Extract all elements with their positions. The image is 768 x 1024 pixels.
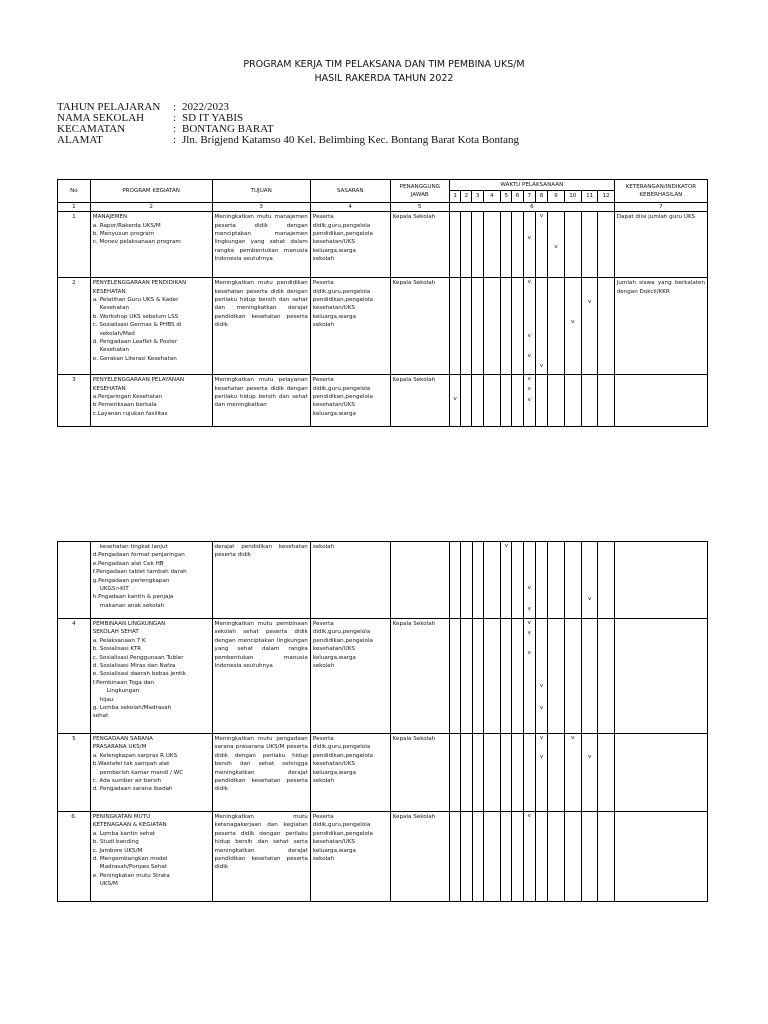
schedule-mark: v (539, 705, 544, 711)
month-header: 9 (548, 191, 564, 202)
month-cell (523, 812, 535, 902)
sasaran-line: Peserta (312, 377, 334, 384)
header-no: No (58, 180, 91, 203)
schedule-mark: v (571, 319, 575, 326)
month-cell (483, 375, 500, 427)
month-header: 8 (535, 191, 547, 202)
table-row (58, 542, 708, 619)
schedule-mark: v (527, 650, 531, 656)
program-line: f.Pengadaan tablet tambah darah (92, 569, 187, 576)
month-header: 5 (501, 191, 512, 202)
program-line: kesehatan tingkat lanjut (99, 544, 168, 550)
schedule-mark: v (527, 585, 531, 591)
penanggung-jawab-cell: Kepala Sekolah (390, 375, 449, 427)
sasaran-line: sekolah (312, 777, 335, 784)
program-line: PRASARANA UKS/M (92, 744, 147, 751)
sasaran-line: kesehatan/UKS (312, 839, 355, 846)
schedule-mark: v (504, 543, 508, 549)
month-cell (535, 375, 547, 427)
header-waktu: WAKTU PELAKSANAAN (449, 180, 614, 191)
month-cell (535, 542, 547, 619)
meta-colon: : (173, 134, 177, 146)
month-header: 3 (472, 191, 483, 202)
program-line: UKS/M (99, 881, 118, 888)
program-line: h.Pngadaan kantin & penjaja (92, 594, 174, 601)
program-line: b. Workshop UKS sebelum LSS (92, 313, 179, 320)
program-line: d. Pengadaan sarana ibadah (92, 786, 173, 793)
program-line: c. Sosialisasi Penggunaan Tubler (92, 654, 184, 661)
program-line: a. Rapor/Rakerda UKS/M (92, 222, 161, 229)
schedule-mark: v (527, 606, 531, 612)
column-number-row (58, 202, 708, 211)
month-cell (564, 542, 581, 619)
month-cell (501, 375, 512, 427)
program-line: b. Sosialisasi KTR (92, 646, 141, 653)
meta-colon: : (173, 101, 177, 113)
schedule-mark: v (527, 630, 531, 636)
month-cell (472, 278, 483, 375)
program-table-part2 (57, 541, 708, 902)
month-cell (548, 212, 564, 278)
header-tujuan: TUJUAN (212, 180, 310, 203)
sasaran-line: Peserta (312, 280, 334, 287)
sasaran-cell (310, 812, 390, 902)
month-cell (472, 375, 483, 427)
schedule-mark: v (527, 813, 531, 819)
sasaran-line: Peserta (312, 214, 334, 221)
column-number: 3 (212, 202, 310, 211)
header-keterangan: KETERANGAN/INDIKATOR KEBERHASILAN (614, 180, 707, 203)
month-cell (523, 619, 535, 734)
sasaran-line: kesehatan/UKS (312, 646, 355, 653)
sasaran-line: keluarga,warga (312, 410, 356, 417)
month-cell (548, 619, 564, 734)
program-line: pemberish kamar mandi / WC (99, 769, 184, 776)
month-cell (501, 812, 512, 902)
meta-label: TAHUN PELAJARAN (57, 101, 161, 113)
table-row (58, 375, 708, 427)
keterangan-cell (614, 375, 707, 427)
month-cell (501, 542, 512, 619)
meta-value: Jln. Brigjend Katamso 40 Kel. Belimbing Kec. Bontang Barat Kota Bontang (182, 134, 519, 146)
program-line: SEKOLAH SEHAT (92, 629, 139, 636)
month-header: 4 (483, 191, 500, 202)
month-cell (598, 278, 614, 375)
month-cell (501, 212, 512, 278)
program-line: e. Peningkatan mutu Strata (92, 872, 170, 879)
meta-label: ALAMAT (57, 134, 103, 146)
program-line: sehat (92, 713, 109, 720)
month-cell (501, 734, 512, 812)
program-line: g. Lomba sekolah/Madrasah (92, 704, 172, 711)
program-line: b Pemeriksaan berkala (92, 402, 157, 409)
program-line: Kesehatan (99, 347, 130, 354)
month-cell (548, 542, 564, 619)
penanggung-jawab-cell: Kepala Sekolah (390, 812, 449, 902)
schedule-mark: v (539, 213, 544, 220)
sasaran-line: didik,guru,pengelola (312, 744, 371, 751)
month-cell (461, 734, 472, 812)
month-cell (564, 812, 581, 902)
schedule-mark: v (554, 244, 558, 251)
program-line: e. Sosialisasi daerah bebas jentik (92, 671, 186, 678)
month-cell (461, 812, 472, 902)
table-row (58, 278, 708, 375)
month-cell (581, 212, 597, 278)
month-cell (523, 278, 535, 375)
month-cell (472, 619, 483, 734)
program-cell (90, 278, 212, 375)
row-number: 3 (58, 375, 91, 427)
program-line: b. Menyusun program (92, 230, 155, 237)
sasaran-cell (310, 278, 390, 375)
program-line: b.Wastafel tak sampah alat (92, 761, 170, 768)
sasaran-cell (310, 212, 390, 278)
month-cell (548, 375, 564, 427)
program-line: PENGADAAN SARANA (92, 736, 153, 742)
program-line: a. Lomba kantin sehat (92, 830, 156, 837)
sasaran-line: Peserta (312, 736, 334, 742)
month-cell (512, 734, 523, 812)
meta-colon: : (173, 112, 177, 124)
schedule-mark: v (588, 754, 592, 760)
program-line: a. Kelengkapan sarpras R UKS (92, 752, 178, 759)
header-penanggung-jawab: PENANGGUNG JAWAB (390, 180, 449, 203)
penanggung-jawab-cell (390, 542, 449, 619)
month-cell (512, 375, 523, 427)
meta-value: BONTANG BARAT (182, 123, 274, 135)
penanggung-jawab-cell: Kepala Sekolah (390, 212, 449, 278)
program-line: a. Pelatihan Guru UKS & Kader (92, 296, 179, 303)
schedule-mark: v (527, 386, 531, 393)
program-line: f.Pembinaan Toga dan (92, 679, 155, 686)
document-subtitle: HASIL RAKERDA TAHUN 2022 (314, 73, 454, 84)
month-cell (581, 812, 597, 902)
month-cell (598, 212, 614, 278)
month-cell (523, 734, 535, 812)
month-cell (564, 278, 581, 375)
program-cell (90, 375, 212, 427)
program-line: c. Jambore UKS/M (92, 847, 143, 854)
month-cell (581, 619, 597, 734)
program-line: c. Ada sumber air bersih (92, 777, 162, 784)
month-header: 12 (598, 191, 614, 202)
month-cell (598, 375, 614, 427)
month-cell (461, 278, 472, 375)
program-line: c.Layanan rujukan fasilitas (92, 410, 168, 417)
keterangan-cell: Jumlah siswa yang berkalaten dengan Dokcil/KKR (614, 278, 707, 375)
schedule-mark: v (527, 235, 531, 242)
schedule-mark: v (539, 735, 544, 741)
month-cell (564, 375, 581, 427)
program-cell (90, 812, 212, 902)
meta-value: SD IT YABIS (182, 112, 244, 124)
month-cell (535, 812, 547, 902)
month-cell (450, 734, 461, 812)
schedule-mark: v (527, 376, 531, 383)
month-cell (523, 375, 535, 427)
sasaran-line: didik,guru,pengelola (312, 629, 371, 636)
program-line: Madrasah/Ponpes Sehat (99, 864, 168, 871)
month-cell (461, 542, 472, 619)
penanggung-jawab-cell: Kepala Sekolah (390, 619, 449, 734)
program-table-part1 (57, 179, 708, 427)
tujuan-cell: Meningkatkan mutu manajemen peserta didik dengan menciptakan manajemen lingkungan yang sehat dalam rangka pembentukan manusia Indonesia seutuhnya (212, 212, 310, 278)
month-header: 1 (449, 191, 460, 202)
program-line: KESEHATAN (92, 385, 126, 392)
month-cell (472, 734, 483, 812)
sasaran-line: kesehatan/UKS (312, 761, 355, 768)
program-line: makanan anak sekolah (99, 602, 165, 609)
month-cell (598, 542, 614, 619)
sasaran-line: pendidikan,pengelola (312, 296, 373, 303)
month-cell (535, 212, 547, 278)
program-line: Kesehatan (99, 305, 130, 312)
program-line: KESEHATAN (92, 288, 126, 295)
month-cell (581, 542, 597, 619)
tujuan-cell: Meningkatkan mutu ketenagakerjaan dan kegiatan peserta didik dengan perilaku hidup bersih dan sehat serta meningkatkan derajat pendidikan kesehatan peserta didik (212, 812, 310, 902)
month-cell (472, 812, 483, 902)
header-row (58, 180, 708, 191)
month-cell (450, 812, 461, 902)
month-header: 6 (512, 191, 523, 202)
sasaran-line: kesehatan/UKS (312, 305, 355, 312)
month-cell (450, 542, 461, 619)
sasaran-cell (310, 542, 390, 619)
meta-label: NAMA SEKOLAH (57, 112, 145, 124)
row-number: 1 (58, 212, 91, 278)
schedule-mark: v (571, 735, 575, 741)
program-line: sekolah/Mad (99, 330, 135, 337)
table-row (58, 734, 708, 812)
month-cell (581, 734, 597, 812)
month-cell (535, 619, 547, 734)
month-cell (512, 812, 523, 902)
month-cell (450, 619, 461, 734)
program-line: c. Monev pelaksanaan program (92, 239, 181, 246)
program-line: d. Mengembangkan model (92, 855, 168, 862)
month-cell (449, 375, 460, 427)
month-cell (523, 212, 535, 278)
sasaran-line: pendidikan,pengelola (312, 393, 373, 400)
month-cell (581, 278, 597, 375)
month-cell (472, 212, 483, 278)
keterangan-cell (614, 542, 707, 619)
column-number: 5 (390, 202, 449, 211)
column-number: 4 (310, 202, 390, 211)
sasaran-cell (310, 734, 390, 812)
program-line: e.Pengadaan alat Cek HB (92, 560, 164, 567)
program-line: d.Pengadaan format penjaringan (92, 552, 185, 559)
month-cell (598, 734, 614, 812)
tujuan-cell: derajat pendidikan kesehatan peserta didik (212, 542, 310, 619)
sasaran-line: keluarga,warga (312, 769, 356, 776)
month-cell (472, 542, 483, 619)
program-cell (90, 619, 212, 734)
month-cell (461, 619, 472, 734)
tujuan-cell: Meningkatkan mutu pengadaan sarana prasarana UKS/M peserta didik dengan perilaku hidup bersih dan sehat sehingga meningkatkan derajat pendidikan kesehatan peserta didik (212, 734, 310, 812)
month-cell (548, 278, 564, 375)
month-cell (483, 212, 500, 278)
month-cell (512, 619, 523, 734)
month-cell (598, 619, 614, 734)
month-cell (548, 812, 564, 902)
sasaran-line: sekolah (312, 256, 335, 263)
program-line: b. Studi banding (92, 839, 139, 846)
sasaran-line: sekolah (312, 662, 335, 669)
schedule-mark: v (539, 754, 544, 760)
sasaran-line: keluarga,warga (312, 654, 356, 661)
month-cell (483, 278, 500, 375)
program-line: c. Sosialisasi Germas & PHBS di (92, 322, 182, 329)
row-number: 6. (58, 812, 91, 902)
month-cell (523, 542, 535, 619)
row-number: 2 (58, 278, 91, 375)
program-line: Lingkungan (106, 688, 140, 695)
sasaran-line: didik,guru,pengelola (312, 385, 371, 392)
keterangan-cell (614, 619, 707, 734)
sasaran-cell (310, 619, 390, 734)
sasaran-cell (310, 375, 390, 427)
program-line: e. Gerakan Literasi Kesehatan (92, 355, 177, 362)
tujuan-cell: Meningkatkan mutu pelayanan kesehatan peserta didik dengan perilaku hidup bersih dan sehat dan meningkatkan (212, 375, 310, 427)
month-header: 2 (461, 191, 472, 202)
month-cell (449, 212, 460, 278)
sasaran-line: Peserta (312, 621, 334, 627)
schedule-mark: v (527, 353, 531, 360)
program-line: MANAJEMEN (92, 214, 128, 221)
keterangan-cell (614, 734, 707, 812)
schedule-mark: v (527, 333, 531, 340)
row-number: 5 (58, 734, 91, 812)
program-line: PENYELENGGARAAN PELAYANAN (92, 377, 185, 384)
schedule-mark: v (527, 620, 531, 626)
keterangan-cell: Dapat diisi jumlah guru UKS (614, 212, 707, 278)
schedule-mark: v (527, 397, 531, 404)
sasaran-line: didik,guru,pengelola (312, 222, 371, 229)
sasaran-line: kesehatan/UKS (312, 402, 355, 409)
month-cell (501, 278, 512, 375)
program-line: d. Pengadaan Leaflet & Poster (92, 338, 178, 345)
month-cell (535, 734, 547, 812)
sasaran-line: pendidikan,pengelola (312, 230, 373, 237)
table-row (58, 812, 708, 902)
program-line: PENINGKATAN MUTU (92, 814, 151, 820)
month-cell (501, 619, 512, 734)
column-number: 2 (90, 202, 212, 211)
sasaran-line: kesehatan/UKS (312, 239, 355, 246)
penanggung-jawab-cell: Kepala Sekolah (390, 278, 449, 375)
keterangan-cell (614, 812, 707, 902)
program-cell (90, 542, 212, 619)
meta-colon: : (173, 123, 177, 135)
month-cell (461, 375, 472, 427)
schedule-mark: v (527, 279, 531, 286)
schedule-mark: v (587, 299, 592, 306)
program-line: d. Sosialisasi Miras dan Nafza (92, 662, 176, 669)
program-line: a.Penjaringan Kesehatan (92, 393, 163, 400)
month-cell (564, 734, 581, 812)
program-cell (90, 212, 212, 278)
row-number (58, 542, 91, 619)
month-cell (449, 278, 460, 375)
month-cell (512, 542, 523, 619)
sasaran-line: sekolah (312, 544, 335, 550)
program-line: KETENAGAAN & KEGIATAN (92, 822, 167, 829)
month-cell (512, 278, 523, 375)
month-cell (581, 375, 597, 427)
sasaran-line: keluarga,warga (312, 847, 356, 854)
program-line: a. Pelaksanaan 7 K (92, 637, 146, 644)
column-number: 6 (449, 202, 614, 211)
month-header: 7 (523, 191, 535, 202)
month-cell (598, 812, 614, 902)
schedule-mark: v (539, 363, 544, 370)
sasaran-line: pendidikan,pengelola (312, 637, 373, 644)
month-cell (461, 212, 472, 278)
table-row (58, 212, 708, 278)
program-line: hijau (99, 696, 114, 703)
month-cell (483, 619, 500, 734)
sasaran-line: keluarga,warga (312, 247, 356, 254)
column-number: 7 (614, 202, 707, 211)
month-cell (483, 542, 500, 619)
row-number: 4 (58, 619, 91, 734)
sasaran-line: didik,guru,pengelola (312, 288, 371, 295)
table-row (58, 619, 708, 734)
month-cell (564, 619, 581, 734)
month-cell (564, 212, 581, 278)
schedule-mark: v (588, 596, 592, 602)
header-sasaran: SASARAN (310, 180, 390, 203)
penanggung-jawab-cell: Kepala Sekolah (390, 734, 449, 812)
tujuan-cell: Meningkatkan mutu pendidikan kesehatan peserta didik dengan perilaku hidup bersih dan sehat dan meningkatkan derajat pendidikan kesehatan peserta didik (212, 278, 310, 375)
schedule-mark: v (539, 683, 544, 689)
sasaran-line: didik,guru,pengelola (312, 822, 371, 829)
month-header: 11 (581, 191, 597, 202)
program-line: PEMBINAAN LINGKUNGAN (92, 621, 166, 627)
program-line: g.Pengadaan perlengkapan (92, 577, 170, 584)
document-title: PROGRAM KERJA TIM PELAKSANA DAN TIM PEMBINA UKS/M (243, 59, 525, 70)
sasaran-line: Peserta (312, 814, 334, 820)
month-cell (548, 734, 564, 812)
tujuan-cell: Meningkatkan mutu pembinaan sekolah sehat peserta didik dengan menciptakan lingkungan yang sehat dalam rangka pembentukan manusia Indonesia seutuhnya (212, 619, 310, 734)
header-program: PROGRAM KEGIATAN (90, 180, 212, 203)
meta-label: KECAMATAN (57, 123, 126, 135)
program-line: UKGS>KIT (99, 585, 129, 592)
sasaran-line: keluarga,warga (312, 313, 356, 320)
sasaran-line: sekolah (312, 322, 335, 329)
schedule-mark: v (453, 396, 457, 403)
sasaran-line: pendidikan,pengelola (312, 830, 373, 837)
program-cell (90, 734, 212, 812)
month-cell (512, 212, 523, 278)
program-line: PENYELENGGARAAN PENDIDIKAN (92, 280, 187, 287)
month-cell (483, 812, 500, 902)
month-header: 10 (564, 191, 581, 202)
meta-value: 2022/2023 (182, 101, 230, 113)
column-number: 1 (58, 202, 91, 211)
sasaran-line: pendidikan,pengelola (312, 752, 373, 759)
month-cell (535, 278, 547, 375)
month-cell (483, 734, 500, 812)
sasaran-line: sekolah (312, 855, 335, 862)
